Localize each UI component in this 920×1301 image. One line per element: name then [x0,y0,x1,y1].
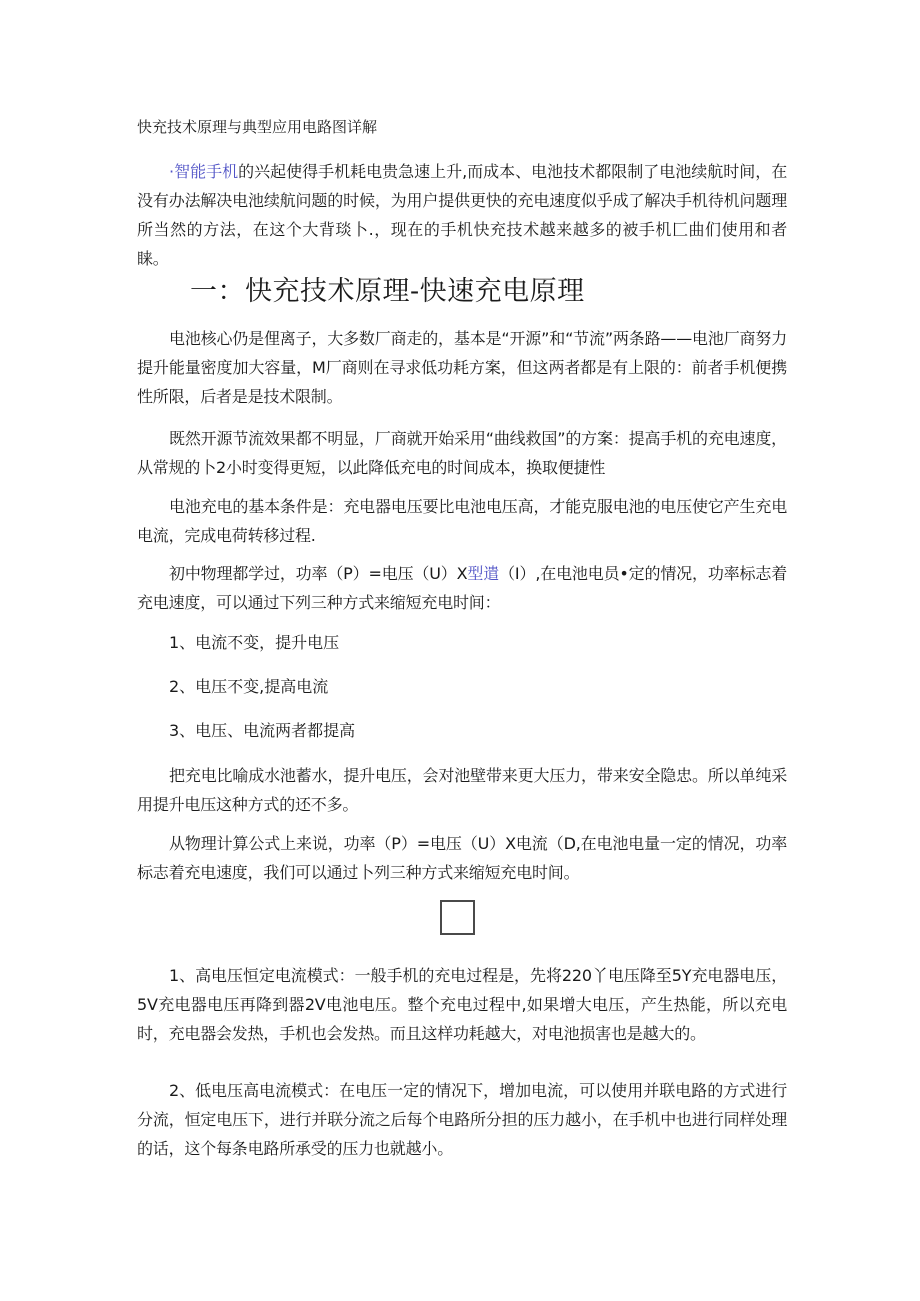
power-formula-text-a: 初中物理都学过，功率（P）=电压（U）X [169,564,468,583]
list-item: 3、电压、电流两者都提高 [169,721,356,740]
document-title: 快充技术原理与典型应用电路图详解 [137,118,378,136]
intro-text: 的兴起使得手机耗电贵急速上升,而成本、电池技术都限制了电池续航时间，在没有办法解决电池续航问题的时候，为用户提供更快的充电速度似乎成了解决手机待机问题理所当然的方法，在这个大背琰卜.，现在的手机快充技术越来越多的被手机匚曲们使用和者睐。 [137,162,787,268]
paragraph-water-analogy: 把充电比喻成水池蓄水，提升电压，会对池壁带来更大压力，带来安全隐忠。所以单纯采用提升电压这种方式的还不多。 [137,766,787,814]
power-formula-text-b: （I）,在电池电员•定的情况，功率标志着充电速度，可以通过下列三种方式来缩短充电时间： [137,564,787,612]
paragraph-high-voltage-mode: 1、高电压恒定电流模式：一般手机的充电过程是，先将220丫电压降至5Y充电器电压，5V充电器电压再降到器2V电池电压。整个充电过程中,如果增大电压，产生热能，所以充电时，充电器会发热，手机也会发热。而且这样功耗越大，对电池损害也是越大的。 [137,966,787,1043]
smartphone-link[interactable]: ·智能手机 [169,162,239,181]
list-item: 2、电压不变,提高电流 [169,677,329,696]
paragraph-power-calculation: 从物理计算公式上来说，功率（P）=电压（U）X电流（D,在电池电量一定的情况，功率标志着充电速度，我们可以通过卜列三种方式来缩短充电时间。 [137,834,787,882]
paragraph-battery-core: 电池核心仍是俚离子，大多数厂商走的，基本是“开源”和“节流”两条路——电池厂商努力提升能量密度加大容量，M厂商则在寻求低功耗方案，但这两者都是有上限的：前者手机便携性所限，后者是是技术限制。 [137,329,787,406]
paragraph-low-voltage-mode: 2、低电压高电流模式：在电压一定的情况下，增加电流，可以使用并联电路的方式进行分流，恒定电压下，进行并联分流之后每个电路所分担的压力越小，在手机中也进行同样处理的话，这个每条电路所承受的压力也就越小。 [137,1081,787,1158]
list-item: 1、电流不变，提升电压 [169,633,340,652]
paragraph-curve-strategy: 既然开源节流效果都不明显，厂商就开始采用“曲线救国”的方案：提高手机的充电速度，从常规的卜2小时变得更短，以此降低充电的时间成本，换取便捷性 [137,429,787,477]
current-link[interactable]: 型遣 [467,564,500,583]
paragraph-power-formula [137,559,787,617]
section-heading: 一：快充技术原理-快速充电原理 [190,276,585,307]
image-placeholder-icon [440,900,475,935]
paragraph-charging-conditions: 电池充电的基本条件是：充电器电压要比电池电压高，才能克服电池的电压使它产生充电电流，完成电荷转移过程. [137,497,787,545]
intro-paragraph [137,157,787,273]
